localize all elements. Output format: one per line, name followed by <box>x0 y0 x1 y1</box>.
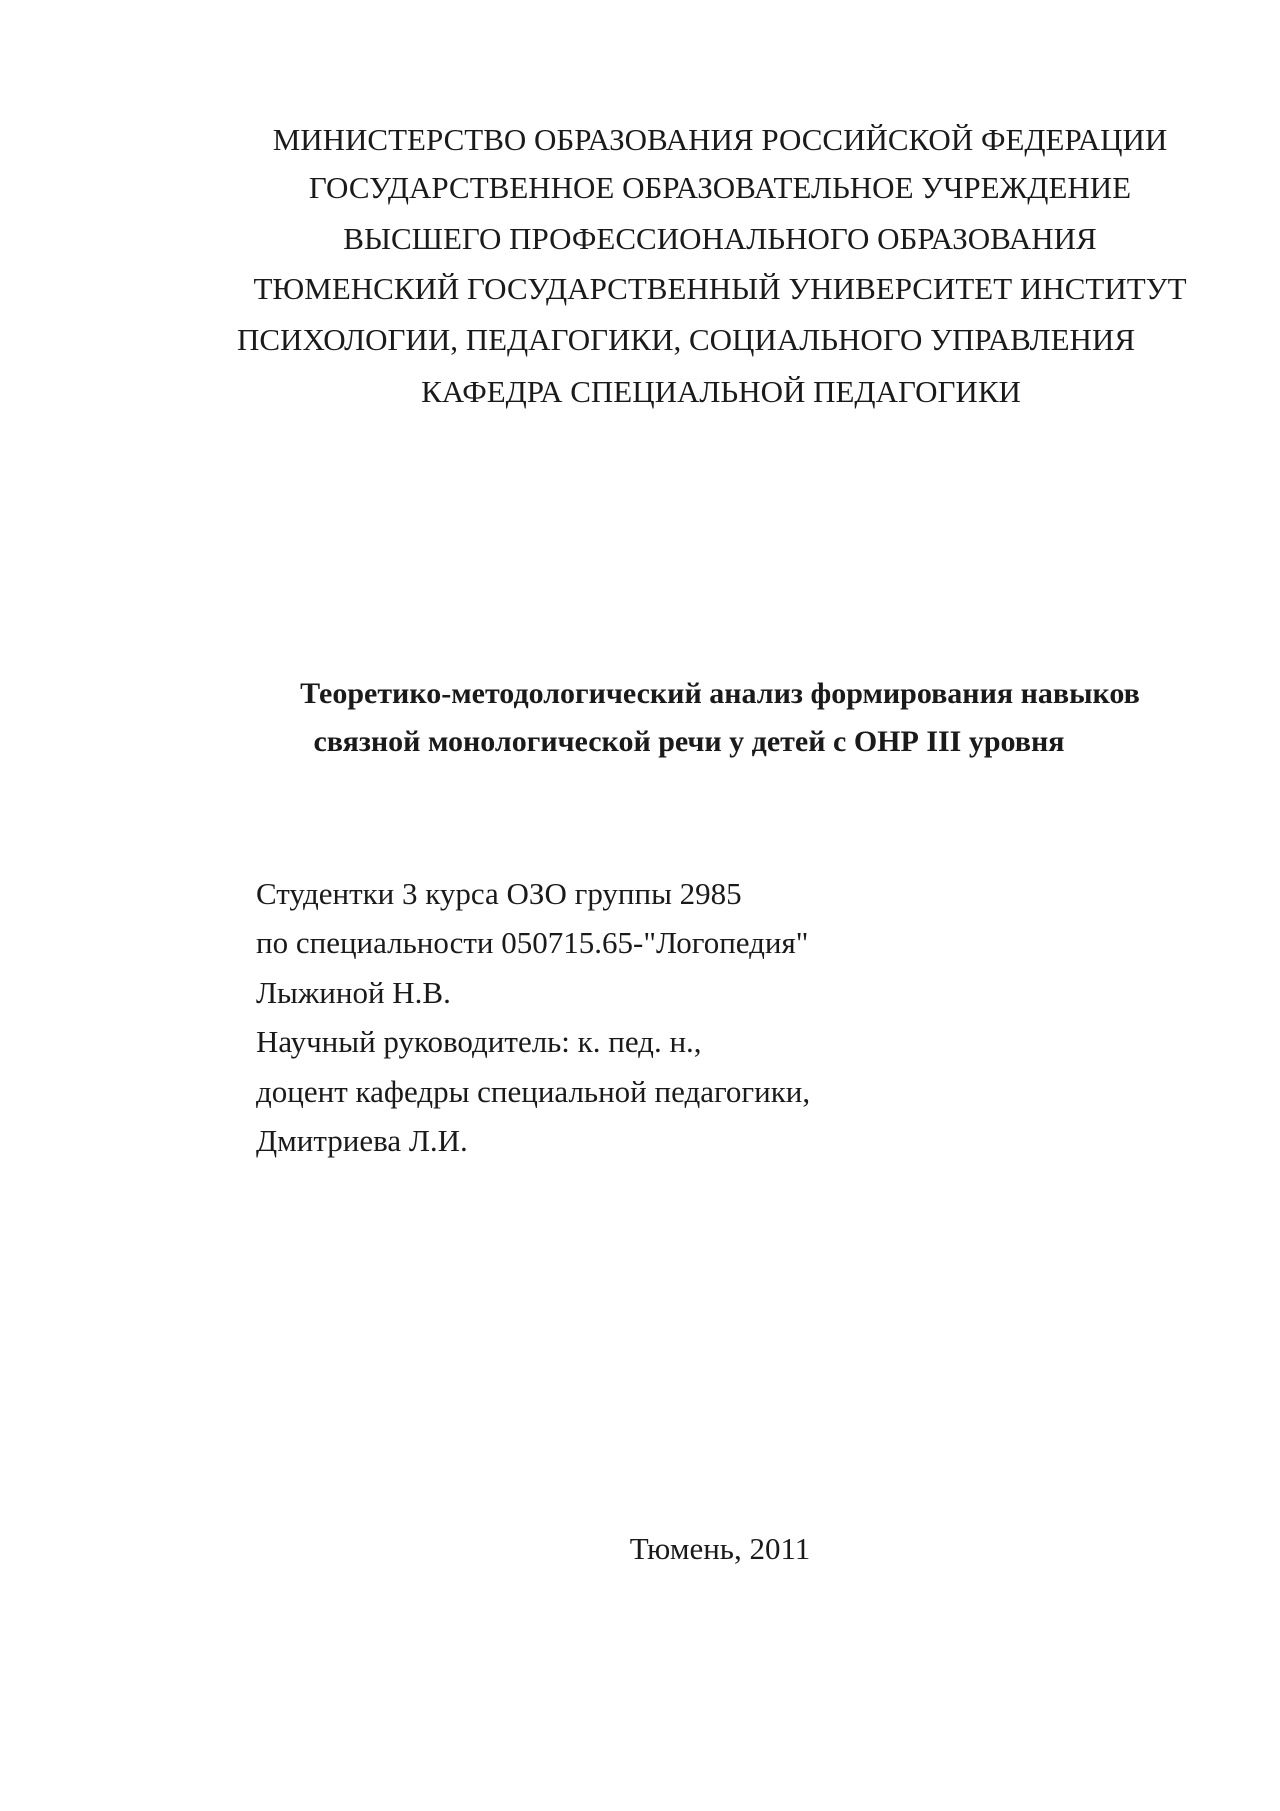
header-line-institution-type: ГОСУДАРСТВЕННОЕ ОБРАЗОВАТЕЛЬНОЕ УЧРЕЖДЕНИЕ <box>308 170 1132 205</box>
header-line-ministry: МИНИСТЕРСТВО ОБРАЗОВАНИЯ РОССИЙСКОЙ ФЕДЕРАЦИИ <box>272 122 1168 157</box>
footer-city-year: Тюмень, 2011 <box>629 1531 811 1566</box>
header-line-university: ТЮМЕНСКИЙ ГОСУДАРСТВЕННЫЙ УНИВЕРСИТЕТ ИНСТИТУТ <box>253 271 1187 306</box>
author-info-supervisor-name: Дмитриева Л.И. <box>256 1123 468 1158</box>
author-info-supervisor-position: доцент кафедры специальной педагогики, <box>256 1074 811 1109</box>
author-info-supervisor-title: Научный руководитель: к. пед. н., <box>256 1024 702 1059</box>
title-line-2: связной монологической речи у детей с ОНР III уровня <box>313 725 1065 758</box>
header-line-education-level: ВЫСШЕГО ПРОФЕССИОНАЛЬНОГО ОБРАЗОВАНИЯ <box>343 221 1097 256</box>
title-line-1: Теоретико-методологический анализ формирования навыков <box>300 677 1140 710</box>
author-info-specialty: по специальности 050715.65-"Логопедия" <box>256 925 809 960</box>
header-line-department: КАФЕДРА СПЕЦИАЛЬНОЙ ПЕДАГОГИКИ <box>421 374 1021 409</box>
author-info-student-group: Студентки 3 курса ОЗО группы 2985 <box>256 876 742 911</box>
header-line-institute: ПСИХОЛОГИИ, ПЕДАГОГИКИ, СОЦИАЛЬНОГО УПРАВЛЕНИЯ <box>236 322 1136 357</box>
author-info-student-name: Лыжиной Н.В. <box>256 975 451 1010</box>
